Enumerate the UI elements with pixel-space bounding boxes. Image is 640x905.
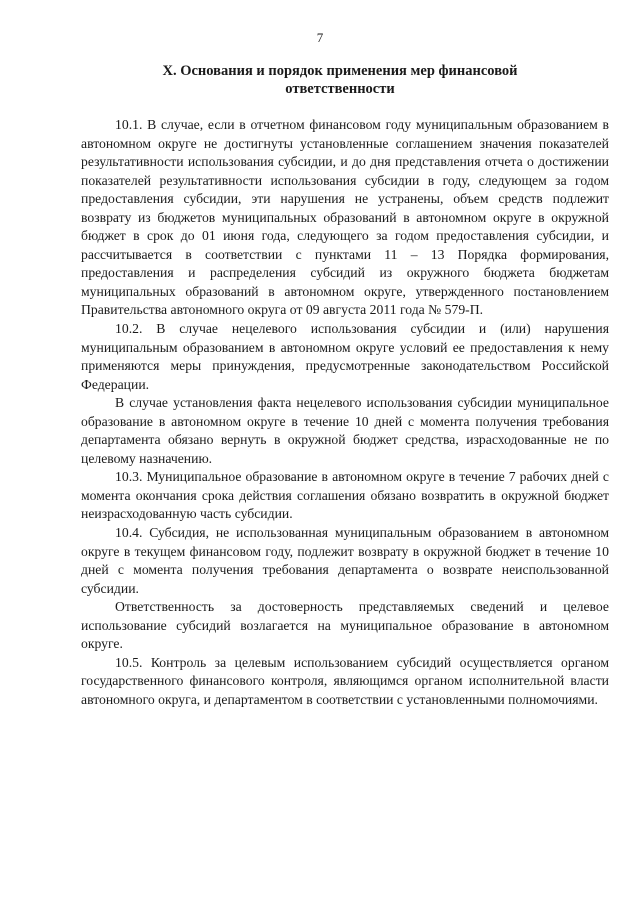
- paragraph-10-3: 10.3. Муниципальное образование в автономном округе в течение 7 рабочих дней с момента окончания срока действия соглашения обязано возвратить в окружной бюджет неизрасходованную часть субсидии.: [81, 469, 609, 522]
- section-title-line-2: ответственности: [285, 81, 395, 97]
- paragraph-responsibility: Ответственность за достоверность представляемых сведений и целевое использование субсидий возлагается на муниципальное образование в автономном округе.: [81, 599, 609, 652]
- paragraph-10-1: 10.1. В случае, если в отчетном финансовом году муниципальным образованием в автономном округе не достигнуты установленные соглашением значения показателей результативности использования субсидии, и до дня представления отчета о достижении показателей результативности использования субсидии в году, следующем за годом предоставления субсидии, эти нарушения не устранены, объем средств подлежит возврату из бюджетов муниципальных образований в автономном округе в окружной бюджет в срок до 01 июня года, следующего за годом предоставления субсидии, и рассчитывается в соответствии с пунктами 11 – 13 Порядка формирования, предоставления и распределения субсидий из окружного бюджета бюджетам муниципальных образований в автономном округе, утвержденного постановлением Правительства автономного округа от 09 августа 2011 года № 579-П.: [81, 117, 609, 318]
- section-title-line-1: X. Основания и порядок применения мер финансовой: [162, 63, 518, 79]
- paragraph-misuse-refund: В случае установления факта нецелевого использования субсидии муниципальное образование в автономном округе в течение 10 дней с момента получения требования департамента обязано вернуть в окружной бюджет средства, израсходованные не по целевому назначению.: [81, 395, 609, 466]
- paragraph-10-2: 10.2. В случае нецелевого использования субсидии и (или) нарушения муниципальным образованием в автономном округе условий ее предоставления к нему применяются меры принуждения, предусмотренные законодательством Российской Федерации.: [81, 321, 609, 392]
- page-number: 7: [316, 30, 324, 45]
- paragraph-10-4: 10.4. Субсидия, не использованная муниципальным образованием в автономном округе в текущем финансовом году, подлежит возврату в окружной бюджет в течение 10 дней с момента получения требования департамента о возврате неиспользованной субсидии.: [81, 525, 609, 596]
- section-title: [70, 62, 610, 98]
- section-body: [81, 116, 609, 710]
- paragraph-10-5: 10.5. Контроль за целевым использованием субсидий осуществляется органом государственного финансового контроля, являющимся органом исполнительной власти автономного округа, и департаментом в соответствии с установленными полномочиями.: [81, 654, 609, 707]
